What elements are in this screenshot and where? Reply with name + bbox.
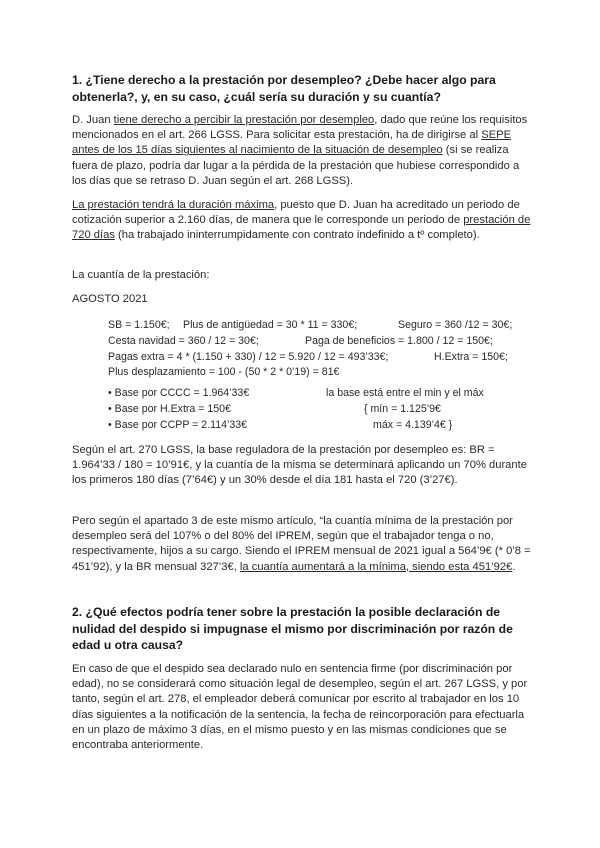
underlined-720-days: prestación de 720 días (72, 214, 531, 242)
question-2-line-2: nulidad del despido si impugnase el mismo por discriminación por razón de (72, 621, 513, 636)
text-run: , puesto que D. Juan ha acreditado un periodo de cotización superior a 2.160 días, de manera que le corresponde un periodo de (72, 199, 520, 227)
calc-sb: SB = 1.150€; (108, 319, 170, 331)
base-ccpp: • Base por CCPP = 2.114’33€ (108, 419, 248, 431)
calc-desplazamiento: Plus desplazamiento = 100 - (50 * 2 * 0’19) = 81€ (108, 366, 340, 379)
question-2-line-3: edad u otra causa? (72, 638, 184, 652)
paragraph-amount-intro: La cuantía de la prestación: (72, 269, 210, 281)
underlined-entitlement: tiene derecho a percibir la prestación por desempleo (113, 114, 375, 126)
paragraph-duration (72, 198, 532, 244)
contribution-bases (108, 386, 528, 434)
paragraph-period: AGOSTO 2021 (72, 293, 148, 305)
calc-antiguedad: Plus de antigüedad = 30 * 11 = 330€; (183, 319, 358, 331)
text-run: Pero según el apartado 3 de este mismo artículo, “la cuantía mínima de la prestación por desempleo será del 107% o del 80% del IPREM, según que el trabajador tenga o no, respectivamente, hijos a su cargo. Siendo el IPREM mensual de 2021 igual a 564’9€ (* 0’8 = 451’92), y la BR mensual 327’3€, (72, 515, 531, 573)
base-min: { mín = 1.125’9€ (364, 403, 441, 415)
calc-pagas-extra: Pagas extra = 4 * (1.150 + 330) / 12 = 5.920 / 12 = 493’33€; (108, 350, 389, 363)
calc-cesta: Cesta navidad = 360 / 12 = 30€; (108, 334, 259, 347)
question-1-line-2: obtenerla?, y, en su caso, ¿cuál sería su duración y su cuantía? (72, 89, 441, 104)
calc-horas-extra: H.Extra = 150€; (434, 350, 508, 363)
underlined-sepe-deadline: SEPE antes de los 15 días siguientes al nacimiento de la situación de desempleo (72, 129, 512, 157)
paragraph-entitlement (72, 113, 532, 189)
base-cccc: • Base por CCCC = 1.964’33€ (108, 387, 250, 399)
question-2-line-1: 2. ¿Qué efectos podría tener sobre la prestación la posible declaración de (72, 605, 501, 619)
text-run: , dado que reúne los requisitos mencionados en el art. 266 LGSS. Para solicitar esta prestación, ha de dirigirse al (72, 114, 528, 142)
base-cccc-note: la base está entre el min y el máx (326, 387, 484, 399)
question-1-heading (72, 72, 532, 105)
text-run: (ha trabajado ininterrumpidamente con contrato indefinido a tº completo). (114, 229, 480, 242)
base-hextra: • Base por H.Extra = 150€ (108, 403, 231, 415)
text-run: . (512, 560, 516, 573)
paragraph-nullity-effects: En caso de que el despido sea declarado nulo en sentencia firme (por discriminación por edad), no se considerará como situación legal de desempleo, según el art. 267 LGSS, y por tanto, según el art. 278, el empleador deberá comunicar por escrito al trabajador en los 10 días siguientes a la notificación de la sentencia, la fecha de reincorporación para efectuarla en un plazo de máximo 3 días, en el mismo puesto y en las mismas condiciones que se encontraba anteriormente. (72, 663, 528, 752)
question-1-line-1: 1. ¿Tiene derecho a la prestación por desempleo? ¿Debe hacer algo para (72, 73, 496, 87)
base-max: máx = 4.139’4€ } (373, 419, 453, 431)
text-run: (si se realiza fuera de plazo, podría dar lugar a la pérdida de la prestación que hubiese correspondido a los días que se retraso D. Juan según el art. 268 LGSS). (72, 144, 520, 187)
text-run: D. Juan (72, 114, 114, 126)
underlined-minimum-amount: la cuantía aumentará a la mínima, siendo esta 451’92€ (239, 560, 513, 573)
paragraph-regulatory-base: Según el art. 270 LGSS, la base reguladora de la prestación por desempleo es: BR = 1.964’33 / 180 = 10’91€, y la cuantía de la misma se determinará aplicando un 70% durante los primeros 180 días (7’64€) y un 30% desde el día 181 hasta el 720 (3’27€). (72, 444, 527, 487)
question-2-heading (72, 604, 532, 654)
underlined-max-duration: La prestación tendrá la duración máxima (72, 199, 275, 211)
salary-computations (108, 318, 528, 382)
paragraph-minimum-amount (72, 514, 532, 575)
calc-seguro: Seguro = 360 /12 = 30€; (398, 319, 513, 331)
calc-beneficios: Paga de beneficios = 1.800 / 12 = 150€; (305, 334, 493, 347)
